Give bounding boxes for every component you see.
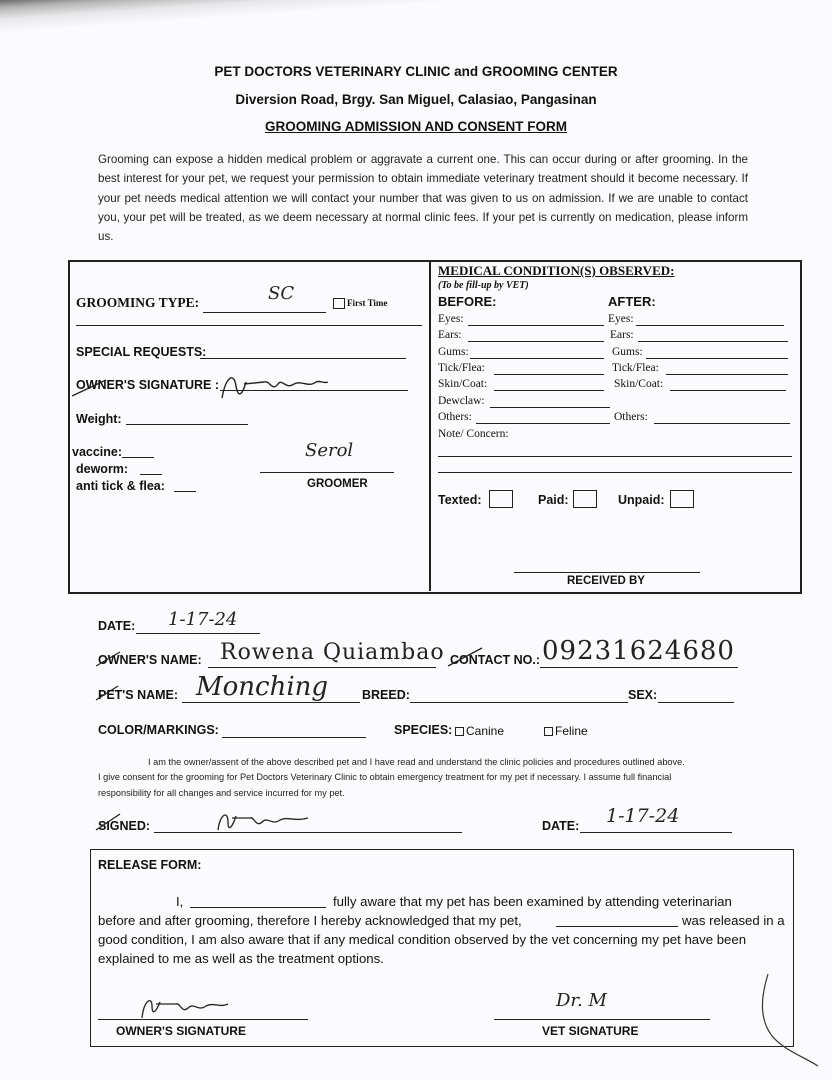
grooming-type-value: SC [268, 283, 295, 304]
note-concern-label: Note/ Concern: [438, 428, 509, 440]
after-ears-line [638, 341, 788, 342]
before-ears-label: Ears: [438, 329, 462, 341]
paid-label: Paid: [538, 493, 569, 507]
before-label: BEFORE: [438, 294, 497, 309]
before-gums-label: Gums: [438, 346, 469, 358]
feline-option [544, 724, 588, 738]
signed-strike [94, 810, 124, 834]
color-markings-label: COLOR/MARKINGS: [98, 723, 219, 737]
before-dewclaw-label: Dewclaw: [438, 395, 485, 407]
contact-line [540, 667, 738, 668]
before-tick-line [494, 374, 604, 375]
before-skin-line [494, 390, 604, 391]
deworm-line [140, 474, 162, 475]
release-owner-signature-label: OWNER'S SIGNATURE [116, 1024, 246, 1038]
before-ears-line [468, 341, 604, 342]
before-eyes-label: Eyes: [438, 313, 464, 325]
form-title: GROOMING ADMISSION AND CONSENT FORM [265, 119, 567, 134]
date-line [136, 633, 260, 634]
release-name-line [190, 907, 326, 908]
intro-paragraph: Grooming can expose a hidden medical problem or aggravate a current one. This can occur during or after grooming. In the best interest for your pet, we request your permission to obtain immediate veterinary treatment should it become necessary. If your pet needs medical attention we will contact your number that was given to us on admission. If we are unable to contact you, your pet will be treated, as we deem necessary at normal clinic fees. If your pet is currently on medication, please inform us. [98, 153, 748, 244]
consent-date-label: DATE: [542, 819, 580, 833]
owner-signature-scribble [216, 368, 336, 404]
consent-date-line [580, 832, 732, 833]
after-others-line [654, 423, 790, 424]
received-by-label: RECEIVED BY [567, 575, 645, 587]
vet-signature-line [494, 1019, 710, 1020]
vet-signature-value: Dr. M [556, 990, 607, 1011]
before-dewclaw-line [490, 407, 610, 408]
anti-tick-line [174, 491, 196, 492]
unpaid-checkbox[interactable] [670, 490, 694, 508]
feline-label: Feline [555, 724, 588, 738]
grooming-type-line-2 [76, 325, 422, 326]
after-eyes-label: Eyes: [608, 313, 634, 325]
weight-label: Weight: [76, 412, 122, 426]
special-requests-line [200, 358, 406, 359]
paid-checkbox[interactable] [573, 490, 597, 508]
contact-label: CONTACT NO.: [450, 653, 541, 667]
vaccine-line [122, 457, 154, 458]
consent-line-1: I am the owner/assent of the above described pet and I have read and understand the clinic policies and procedures outlined above. [148, 757, 685, 767]
box-divider [429, 261, 431, 591]
release-line-3: good condition, I am also aware that if any medical condition observed by the vet concerning my pet have been [98, 932, 747, 947]
signed-signature-scribble [214, 806, 314, 836]
pet-name-strike [94, 682, 122, 704]
vet-signature-label: VET SIGNATURE [542, 1024, 639, 1038]
before-eyes-line [468, 325, 604, 326]
owner-label-strike [70, 376, 110, 400]
after-gums-label: Gums: [612, 346, 643, 358]
owner-signature-label: OWNER'S SIGNATURE : [76, 378, 220, 392]
groomer-line [260, 472, 394, 473]
before-gums-line [470, 358, 604, 359]
grooming-type-label: GROOMING TYPE: [76, 295, 200, 310]
release-owner-signature-line [98, 1019, 308, 1020]
note-line-1 [438, 456, 792, 457]
clinic-name: PET DOCTORS VETERINARY CLINIC and GROOMING CENTER [214, 64, 618, 79]
anti-tick-label: anti tick & flea: [76, 479, 165, 493]
owner-name-strike [94, 648, 124, 670]
first-time-label: First Time [347, 298, 388, 308]
deworm-label: deworm: [76, 462, 129, 476]
after-gums-line [646, 358, 788, 359]
owner-name-label: OWNER'S NAME: [98, 653, 202, 667]
consent-date-value: 1-17-24 [606, 805, 680, 827]
vet-subtitle: (To be fill-up by VET) [438, 280, 529, 291]
groomer-label: GROOMER [307, 478, 368, 490]
release-pet-line [556, 926, 678, 927]
note-line-2 [438, 472, 792, 473]
groomer-value: Serol [305, 440, 354, 461]
breed-label: BREED: [362, 688, 410, 702]
release-form-title: RELEASE FORM: [98, 858, 202, 872]
texted-checkbox[interactable] [489, 490, 513, 508]
contact-value: 09231624680 [542, 636, 735, 666]
release-line-1b: fully aware that my pet has been examined by attending veterinarian [333, 894, 732, 909]
before-tick-label: Tick/Flea: [438, 362, 485, 374]
signed-label: SIGNED: [98, 819, 151, 833]
contact-label-strike [446, 644, 486, 670]
after-tick-label: Tick/Flea: [612, 362, 659, 374]
after-tick-line [666, 374, 788, 375]
owner-name-line [208, 667, 436, 668]
consent-line-3: responsibility for all changes and service incurred for my pet. [98, 788, 345, 798]
canine-checkbox[interactable] [455, 727, 464, 736]
after-ears-label: Ears: [610, 329, 634, 341]
release-line-4: explained to me as well as the treatment options. [98, 951, 384, 966]
first-time-option [333, 298, 387, 309]
release-line-1a: I, [176, 894, 184, 909]
after-skin-line [670, 390, 786, 391]
received-by-line [514, 572, 700, 573]
pet-name-label: PET'S NAME: [98, 688, 179, 702]
weight-line [126, 424, 248, 425]
canine-label: Canine [466, 724, 505, 738]
consent-line-2: I give consent for the grooming for Pet Doctors Veterinary Clinic to obtain emergency treatment for my pet if necessary. I assume full financial [98, 772, 672, 782]
texted-label: Texted: [438, 493, 482, 507]
after-label: AFTER: [608, 294, 656, 309]
breed-line [410, 702, 628, 703]
canine-option [455, 724, 504, 738]
after-eyes-line [636, 325, 784, 326]
owner-name-value: Rowena Quiambao [220, 640, 445, 665]
before-others-line [476, 423, 610, 424]
color-markings-line [222, 737, 366, 738]
pet-name-line [182, 702, 360, 703]
vaccine-label: vaccine: [72, 445, 123, 459]
pet-name-value: Monching [196, 672, 329, 702]
unpaid-label: Unpaid: [618, 493, 665, 507]
after-others-label: Others: [614, 411, 648, 423]
before-others-label: Others: [438, 411, 472, 423]
grooming-type-line [203, 312, 326, 313]
species-label: SPECIES: [394, 723, 453, 737]
before-skin-label: Skin/Coat: [438, 378, 488, 390]
release-line-2a: before and after grooming, therefore I hereby acknowledged that my pet, [98, 913, 522, 928]
date-value: 1-17-24 [168, 609, 238, 630]
margin-pen-mark [754, 970, 824, 1070]
sex-label: SEX: [628, 688, 658, 702]
date-label: DATE: [98, 619, 136, 633]
after-skin-label: Skin/Coat: [614, 378, 664, 390]
release-owner-signature-scribble [136, 992, 236, 1022]
sex-line [658, 702, 734, 703]
medical-condition-title: MEDICAL CONDITION(S) OBSERVED: [438, 263, 675, 278]
special-requests-label: SPECIAL REQUESTS: [76, 345, 207, 359]
feline-checkbox[interactable] [544, 727, 553, 736]
first-time-checkbox[interactable] [333, 298, 345, 309]
release-line-2b: was released in a [682, 913, 785, 928]
clinic-address: Diversion Road, Brgy. San Miguel, Calasiao, Pangasinan [235, 92, 597, 107]
